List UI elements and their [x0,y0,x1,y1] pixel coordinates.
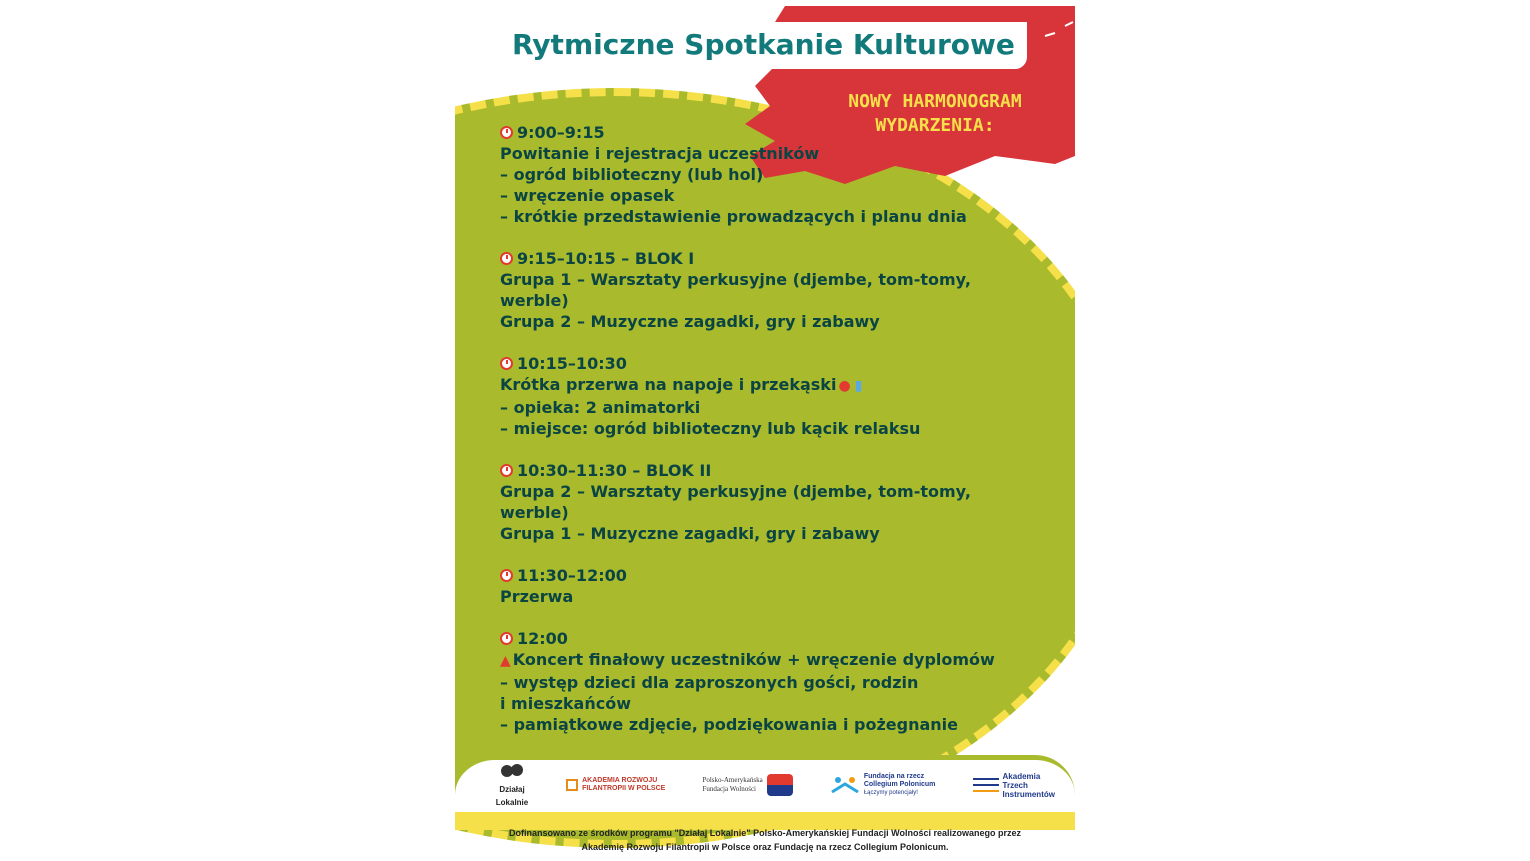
schedule-line: werble) [500,503,569,522]
tree-icon [499,763,525,781]
clock-icon [500,632,513,645]
schedule-line: Powitanie i rejestracja uczestników [500,144,820,163]
funding-line: Dofinansowano ze środków programu "Działaj Lokalnie" Polsko-Amerykańskiej Fundacji Wolności realizowanego przez [509,828,1021,838]
music-staff-icon [973,774,999,796]
logo-text: Łączymy potencjały! [863,790,918,796]
schedule-line: Grupa 2 – Warsztaty perkusyjne (djembe, tom-tomy, [500,482,971,501]
subtitle-line: NOWY HARMONOGRAM [848,91,1022,112]
logo-text: Akademia [1002,771,1041,781]
funding-line: Akademię Rozwoju Filantropii w Polsce oraz Fundację na rzecz Collegium Polonicum. [581,842,949,852]
schedule-line: werble) [500,291,569,310]
logo-text: Fundacja na rzecz [863,773,925,780]
schedule-time: 12:00 [517,629,568,648]
people-icon [830,774,860,796]
schedule-line: Grupa 1 – Warsztaty perkusyjne (djembe, tom-tomy, [500,270,971,289]
clock-icon [500,252,513,265]
poster-title: Rytmiczne Spotkanie Kulturowe [500,22,1027,69]
clock-icon [500,464,513,477]
schedule-line: – miejsce: ogród biblioteczny lub kącik relaksu [500,419,921,438]
schedule-item [500,565,970,607]
logo-text: AKADEMIA ROZWOJU [582,777,658,784]
schedule-item [500,628,995,735]
subtitle-line: WYDARZENIA: [875,115,995,136]
schedule-item [500,460,970,544]
logo-text: Collegium Polonicum [863,781,936,788]
logo-text: Fundacja Wolności [702,785,757,793]
schedule-time: 11:30–12:00 [517,566,627,585]
clock-icon [500,569,513,582]
fundacja-collegium-polonicum-logo [830,773,936,797]
apple-and-drink-icon: ● [838,378,851,394]
party-popper-icon: ▲ [500,653,511,669]
event-poster [455,0,1075,861]
schedule-line: – pamiątkowe zdjęcie, podziękowania i pożegnanie [500,715,958,734]
schedule-line: Przerwa [500,587,574,606]
pafw-logo [702,774,792,796]
funding-note [455,826,1075,854]
schedule-line: – występ dzieci dla zaproszonych gości, rodzin [500,673,919,692]
schedule-time: 10:30–11:30 – BLOK II [517,461,712,480]
flag-icon [767,774,793,796]
dzialaj-lokalnie-logo [495,763,529,807]
logo-text: Trzech [1002,780,1028,790]
schedule-time: 10:15–10:30 [517,354,627,373]
schedule-item [500,248,970,332]
schedule-line: Krótka przerwa na napoje i przekąski [500,375,837,394]
akademia-trzech-instrumentow-logo [973,772,1055,799]
akademia-rozwoju-filantropii-logo [566,777,665,793]
schedule-time: 9:15–10:15 – BLOK I [517,249,695,268]
logo-text: Lokalnie [495,798,529,807]
schedule-line: – krótkie przedstawienie prowadzących i planu dnia [500,207,967,226]
logo-text: Instrumentów [1002,789,1055,799]
drink-icon: ▮ [854,378,863,394]
clock-icon [500,126,513,139]
schedule-line: Grupa 1 – Muzyczne zagadki, gry i zabawy [500,524,880,543]
schedule-time: 9:00–9:15 [517,123,605,142]
schedule-line: – ogród biblioteczny (lub hol) [500,165,764,184]
schedule-list [500,122,995,756]
schedule-item [500,353,970,439]
logo-text: Działaj [499,785,525,794]
schedule-line: i mieszkańców [500,694,631,713]
schedule-line: – opieka: 2 animatorki [500,398,701,417]
schedule-line: Koncert finałowy uczestników + wręczenie dyplomów [512,650,995,669]
schedule-item [500,122,970,227]
schedule-line: Grupa 2 – Muzyczne zagadki, gry i zabawy [500,312,880,331]
logo-text: FILANTROPII W POLSCE [582,785,666,792]
schedule-line: – wręczenie opasek [500,186,675,205]
clock-icon [500,357,513,370]
sponsor-logos [495,762,1055,808]
arf-mark-icon [566,779,578,791]
logo-text: Polsko-Amerykańska [702,776,763,784]
